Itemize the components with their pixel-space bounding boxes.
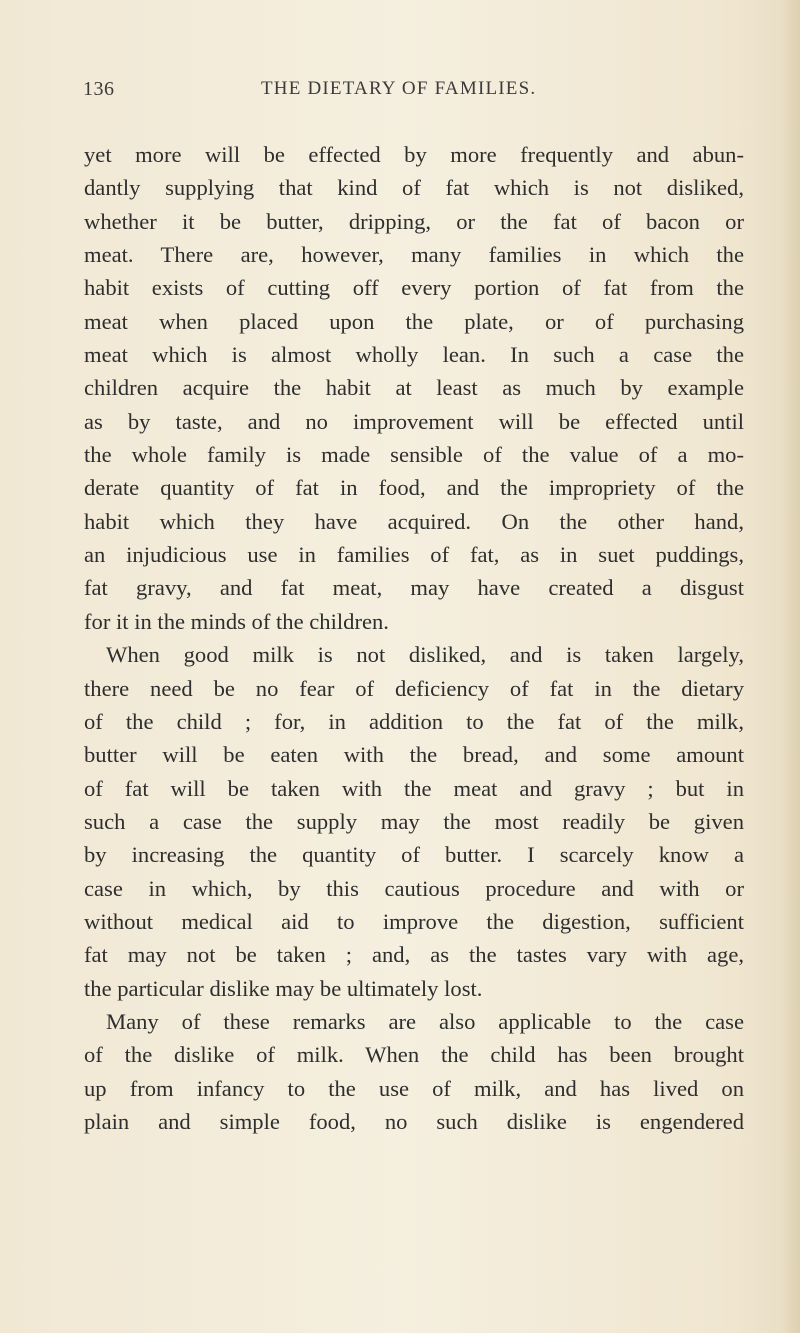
text-line: an injudicious use in families of fat, as in suet puddings,	[84, 542, 744, 568]
text-line: for it in the minds of the children.	[84, 608, 389, 634]
text-line: meat which is almost wholly lean. In such a case the	[84, 342, 744, 368]
text-line: yet more will be effected by more frequently and abun-	[84, 142, 744, 167]
paragraph	[84, 638, 744, 1005]
paragraph	[84, 1005, 744, 1138]
page-edge-shadow	[782, 0, 800, 1333]
text-line: children acquire the habit at least as much by example	[84, 375, 744, 401]
body-text	[84, 138, 744, 1138]
text-line: meat. There are, however, many families in which the	[84, 242, 744, 268]
text-line: derate quantity of fat in food, and the impropriety of the	[84, 475, 744, 501]
text-line: butter will be eaten with the bread, and some amount	[84, 742, 744, 768]
text-line: When good milk is not disliked, and is taken largely,	[106, 642, 744, 668]
text-line: up from infancy to the use of milk, and has lived on	[84, 1075, 744, 1101]
text-line: the whole family is made sensible of the value of a mo-	[84, 442, 744, 468]
text-line: without medical aid to improve the digestion, sufficient	[84, 908, 744, 934]
text-line: habit which they have acquired. On the other hand,	[84, 508, 744, 534]
text-line: the particular dislike may be ultimately lost.	[84, 975, 483, 1001]
text-line: as by taste, and no improvement will be effected until	[84, 408, 744, 434]
text-line: fat may not be taken ; and, as the tastes vary with age,	[84, 942, 744, 968]
text-line: of the dislike of milk. When the child has been brought	[84, 1042, 744, 1068]
text-line: fat gravy, and fat meat, may have created a disgust	[84, 575, 744, 601]
page-header	[0, 78, 800, 114]
text-line: such a case the supply may the most readily be given	[84, 808, 744, 834]
text-line: Many of these remarks are also applicable to the case	[106, 1008, 744, 1034]
text-line: of the child ; for, in addition to the fat of the milk,	[84, 708, 744, 734]
text-line: meat when placed upon the plate, or of purchasing	[84, 308, 744, 334]
text-line: habit exists of cutting off every portion of fat from the	[84, 275, 744, 301]
text-line: dantly supplying that kind of fat which is not disliked,	[84, 175, 744, 201]
page-number: 136	[83, 78, 115, 100]
paragraph	[84, 138, 744, 638]
text-line: plain and simple food, no such dislike is engendered	[84, 1108, 744, 1134]
text-line: case in which, by this cautious procedure and with or	[84, 875, 744, 901]
text-line: of fat will be taken with the meat and gravy ; but in	[84, 775, 744, 801]
text-line: by increasing the quantity of butter. I scarcely know a	[84, 842, 744, 868]
text-line: there need be no fear of deficiency of fat in the dietary	[84, 675, 744, 701]
running-head: THE DIETARY OF FAMILIES.	[261, 78, 537, 99]
text-line: whether it be butter, dripping, or the fat of bacon or	[84, 208, 744, 234]
